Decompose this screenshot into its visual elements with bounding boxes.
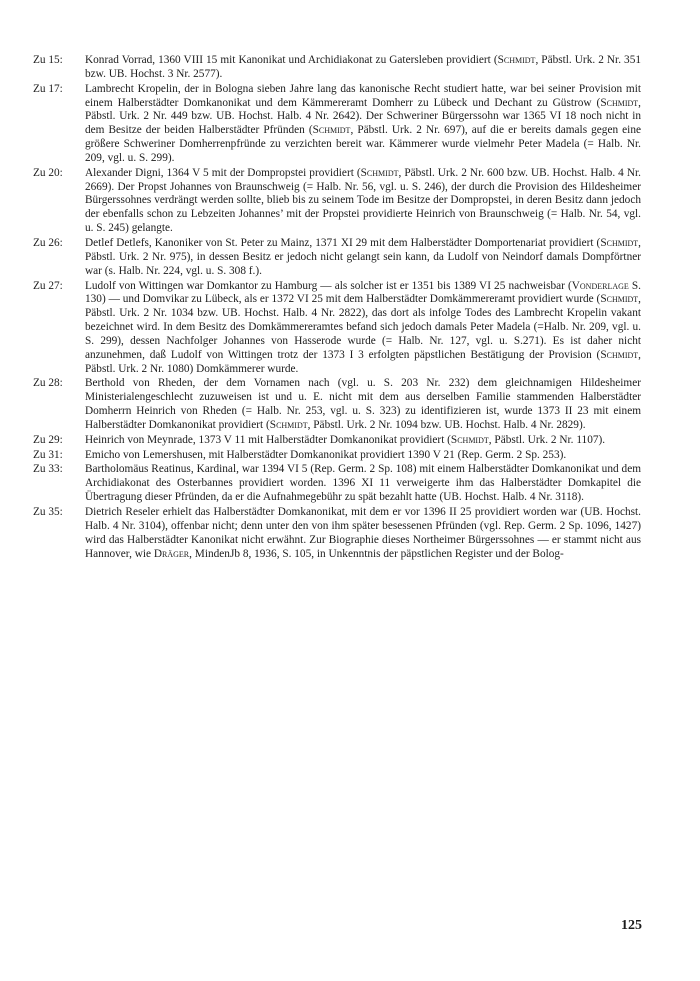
cited-author: Schmidt bbox=[600, 348, 639, 361]
cited-author: Schmidt bbox=[600, 293, 639, 306]
cited-author: Schmidt bbox=[600, 236, 639, 249]
note-text: Heinrich von Meynrade, 1373 V 11 mit Halberstädter Domkanonikat providiert (Schmidt, Päbstl. Urk. 2 Nr. 1107). bbox=[85, 433, 606, 446]
note-label: Zu 20: bbox=[33, 166, 63, 179]
note-entry bbox=[33, 377, 641, 432]
notes-list bbox=[33, 54, 641, 562]
note-label: Zu 33: bbox=[33, 463, 63, 476]
cited-author: Schmidt bbox=[269, 418, 308, 431]
note-entry bbox=[33, 167, 641, 236]
note-entry bbox=[33, 463, 641, 505]
note-text: Ludolf von Wittingen war Domkantor zu Hamburg — als solcher ist er 1351 bis 1389 VI 25 nachweisbar (Vonderlage S. 130) — und Domvikar zu Lübeck, als er 1372 VI 25 mit dem Halberstädter Domkämmereramt providiert wurde (Schmidt, Päbstl. Urk. 2 Nr. 1034 bzw. UB. Hochst. Halb. 4 Nr. 2822), das dort als infolge Todes des Lambrecht Kropelin vakant bezeichnet wird. In dem Besitz des Domkämmereramtes befand sich jedoch damals Peter Madela (=Halb. Nr. 209, vgl. u. S. 299), dessen Nachfolger Johannes von Hasserode wurde (= Halb. Nr. 127, vgl. u. S.271). Es ist daher nicht anzunehmen, daß Ludolf von Wittingen trotz der 1373 I 3 erfolgten päpstlichen Bestätigung der Provision (Schmidt, Päbstl. Urk. 2 Nr. 1080) Domkämmerer wurde. bbox=[85, 279, 641, 375]
note-entry bbox=[33, 449, 641, 463]
cited-author: Dräger bbox=[153, 547, 190, 560]
note-label: Zu 31: bbox=[33, 448, 63, 461]
cited-author: Schmidt bbox=[450, 433, 489, 446]
note-label: Zu 26: bbox=[33, 236, 63, 249]
cited-author: Vonderlage bbox=[571, 279, 629, 292]
note-text: Alexander Digni, 1364 V 5 mit der Dompropstei providiert (Schmidt, Päbstl. Urk. 2 Nr. 600 bzw. UB. Hochst. Halb. 4 Nr. 2669). Der Propst Johannes von Braunschweig (= Halb. Nr. 56, vgl. u. S. 246), der durch die Provision des Hildesheimer Bürgerssohnes verdrängt werden sollte, blieb bis zu seinem Tode im Besitze der Dompropstei, in deren Besitz dann jedoch der ebenfalls schon zu Lebzeiten Johannes’ mit der Propstei providierte Heinrich von Braunschweig (= Halb. Nr. 54, vgl. u. S. 245) gelangte. bbox=[85, 166, 641, 235]
cited-author: Schmidt bbox=[600, 96, 639, 109]
note-text: Berthold von Rheden, der dem Vornamen nach (vgl. u. S. 203 Nr. 232) dem gleichnamigen Hildesheimer Ministerialengeschlecht zuzuweisen ist und u. E. nicht mit dem aus derselben Familie stammenden Halberstädter Domherrn Heinrich von Rheden (= Halb. Nr. 253, vgl. u. S. 323) zu identifizieren ist, wurde 1373 II 23 mit einem Halberstädter Domkanonikat providiert (Schmidt, Päbstl. Urk. 2 Nr. 1094 bzw. UB. Hochst. Halb. 4 Nr. 2829). bbox=[85, 377, 641, 431]
note-entry bbox=[33, 280, 641, 377]
note-label: Zu 28: bbox=[33, 377, 63, 390]
note-entry bbox=[33, 83, 641, 166]
note-text: Detlef Detlefs, Kanoniker von St. Peter zu Mainz, 1371 XI 29 mit dem Halberstädter Domportenariat providiert (Schmidt, Päbstl. Urk. 2 Nr. 975), in dessen Besitz er jedoch nicht gelangt sein kann, da Ludolf von Neindorf damals Dompförtner war (s. Halb. Nr. 224, vgl. u. S. 308 f.). bbox=[85, 236, 641, 277]
note-text: Dietrich Reseler erhielt das Halberstädter Domkanonikat, mit dem er vor 1396 II 25 providiert worden war (UB. Hochst. Halb. 4 Nr. 3104), offenbar nicht; denn unter den von ihm später besessenen Pfründen (vgl. Rep. Germ. 2 Sp. 1096, 1427) wird das Halberstädter Kanonikat nicht erwähnt. Zur Biographie dieses Northeimer Bürgerssohnes — er stammt nicht aus Hannover, wie Dräger, MindenJb 8, 1936, S. 105, in Unkenntnis der päpstlichen Register und der Bolog- bbox=[85, 506, 641, 560]
note-text: Lambrecht Kropelin, der in Bologna sieben Jahre lang das kanonische Recht studiert hatte, war bei seiner Provision mit einem Halberstädter Domkanonikat und dem Kämmereramt Domherr zu Lübeck und Dechant zu Güstrow (Schmidt, Päbstl. Urk. 2 Nr. 449 bzw. UB. Hochst. Halb. 4 Nr. 2642). Der Schweriner Bürgerssohn war 1365 VI 18 noch nicht in dem Besitze der beiden Halberstädter Pfründen (Schmidt, Päbstl. Urk. 2 Nr. 697), auf die er bereits damals gegen eine größere Schweriner Domherrenpfründe zu verzichten bereit war. Kämmerer wurde vielmehr Peter Madela (= Halb. Nr. 209, vgl. u. S. 299). bbox=[85, 82, 641, 164]
note-label: Zu 29: bbox=[33, 433, 63, 446]
cited-author: Schmidt bbox=[360, 166, 399, 179]
note-label: Zu 27: bbox=[33, 279, 63, 292]
note-label: Zu 35: bbox=[33, 506, 63, 518]
note-entry bbox=[33, 506, 641, 561]
note-entry bbox=[33, 237, 641, 279]
cited-author: Schmidt bbox=[312, 124, 351, 137]
note-text: Bartholomäus Reatinus, Kardinal, war 1394 VI 5 (Rep. Germ. 2 Sp. 108) mit einem Halberstädter Domkanonikat und dem Archidiakonat des Osterbannes providiert worden. 1396 XI 11 verweigerte ihm das Halberstädter Domkapitel die Übertragung dieser Pfründen, da er die Aufnahmegebühr zu spät bezahlt hatte (UB. Hochst. Halb. 4 Nr. 3118). bbox=[85, 463, 641, 504]
note-text: Konrad Vorrad, 1360 VIII 15 mit Kanonikat und Archidiakonat zu Gatersleben providiert (Schmidt, Päbstl. Urk. 2 Nr. 351 bzw. UB. Hochst. 3 Nr. 2577). bbox=[85, 54, 641, 80]
note-entry bbox=[33, 434, 641, 448]
note-entry bbox=[33, 54, 641, 82]
page-number: 125 bbox=[621, 918, 642, 933]
note-label: Zu 15: bbox=[33, 54, 63, 66]
cited-author: Schmidt bbox=[497, 54, 536, 66]
note-label: Zu 17: bbox=[33, 82, 63, 95]
note-text: Emicho von Lemershusen, mit Halberstädter Domkanonikat providiert 1390 V 21 (Rep. Germ. 2 Sp. 253). bbox=[85, 448, 567, 461]
